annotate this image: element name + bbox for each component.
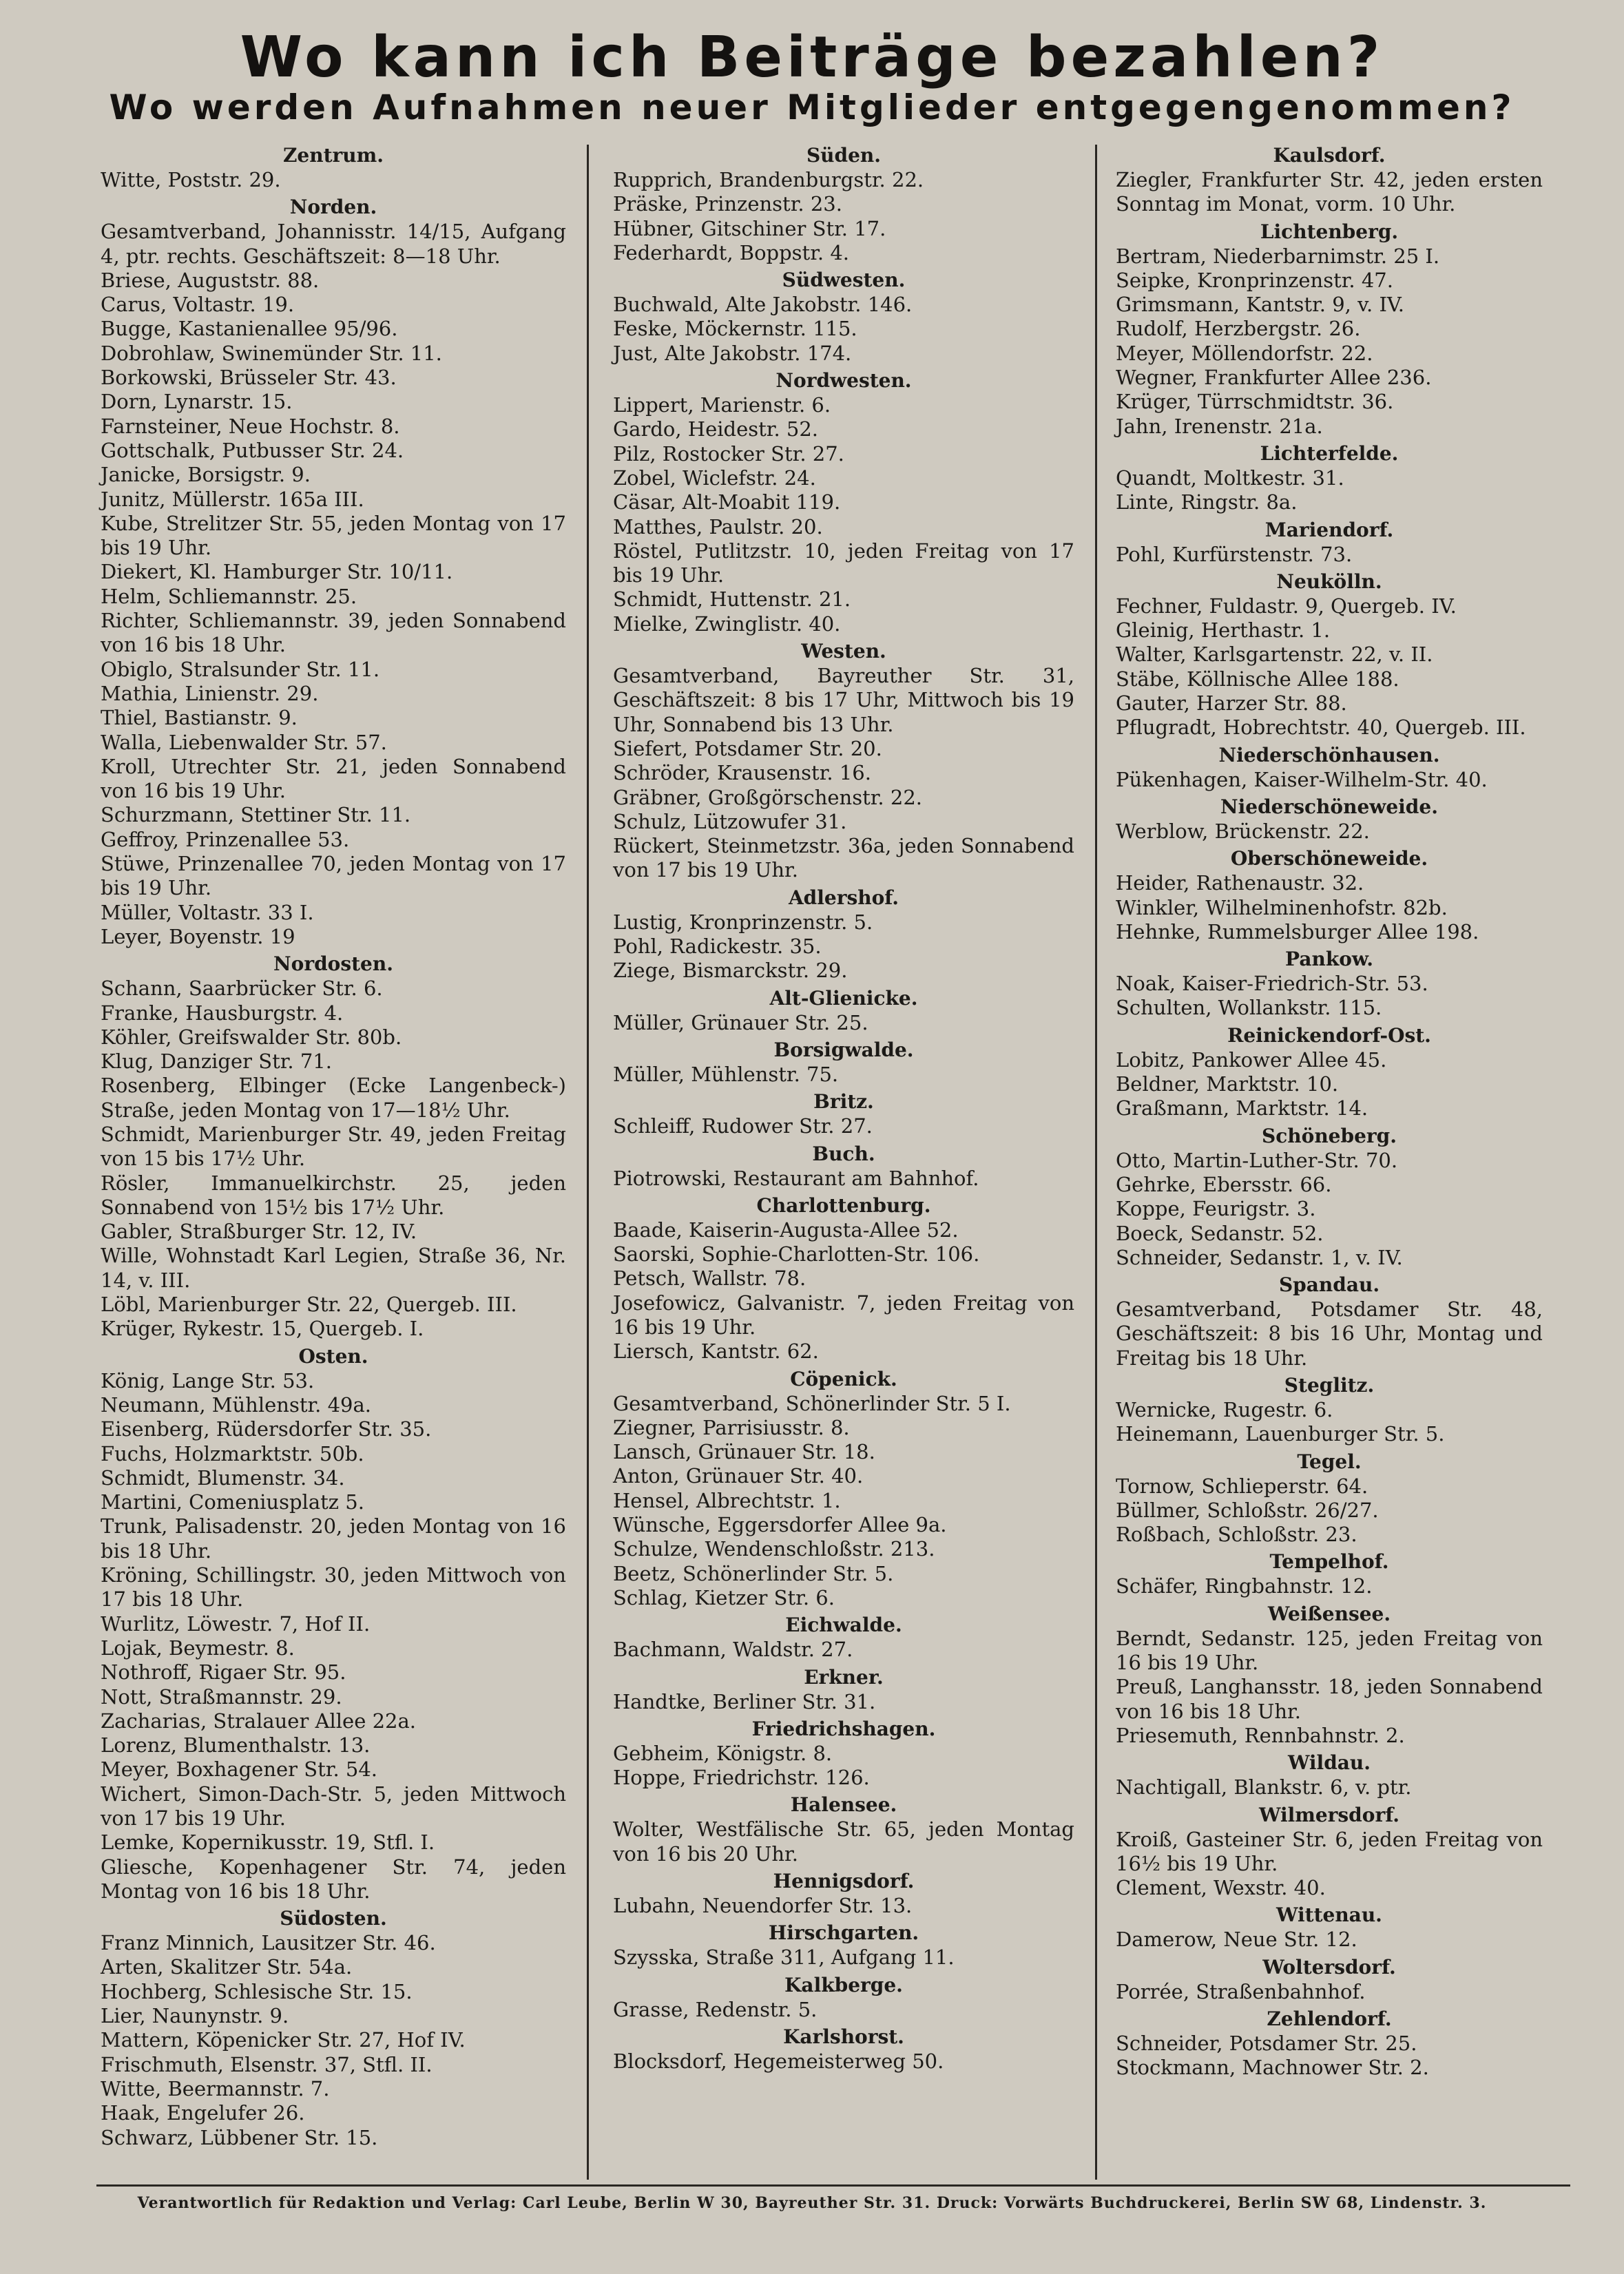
district-heading: Südosten. [280,1907,387,1930]
address-entry: Schröder, Krausenstr. 16. [613,761,871,785]
address-entry: Hoppe, Friedrichstr. 126. [613,1766,870,1790]
district-heading: Nordwesten. [775,369,912,393]
district-heading: Karlshorst. [783,2025,904,2048]
address-entry: Wünsche, Eggersdorfer Allee 9a. [613,1513,947,1537]
address-entry: Just, Alte Jakobstr. 174. [613,341,852,365]
address-entry: Federhardt, Boppstr. 4. [613,240,849,264]
address-entry: Pükenhagen, Kaiser-Wilhelm-Str. 40. [1116,767,1488,791]
address-entry: Lustig, Kronprinzenstr. 5. [613,910,873,934]
address-entry: Pflugradt, Hobrechtstr. 40, Quergeb. III. [1116,716,1526,740]
address-entry: Müller, Voltastr. 33 I. [101,900,314,924]
district-heading: Friedrichshagen. [751,1717,936,1740]
address-entry: Präske, Prinzenstr. 23. [613,192,842,216]
address-entry: Rudolf, Herzbergstr. 26. [1116,317,1361,341]
address-entry: Gardo, Heidestr. 52. [613,417,819,441]
address-entry: Beetz, Schönerlinder Str. 5. [613,1561,894,1585]
address-entry: Heinemann, Lauenburger Str. 5. [1116,1422,1445,1446]
district-heading: Südwesten. [782,269,906,292]
district-heading: Woltersdorf. [1262,1955,1396,1979]
address-entry: Szysska, Straße 311, Aufgang 11. [613,1946,955,1970]
district-heading: Buch. [812,1142,875,1165]
column-3 [1116,140,1543,2080]
address-entry: Wurlitz, Löwestr. 7, Hof II. [101,1611,371,1636]
address-entry: Hochberg, Schlesische Str. 15. [101,1979,413,2003]
address-entry: Gabler, Straßburger Str. 12, IV. [101,1220,417,1244]
district-heading: Tempelhof. [1269,1550,1389,1574]
address-entry: Zacharias, Stralauer Allee 22a. [101,1709,416,1733]
address-entry: Röstel, Putlitzstr. 10, jeden Freitag von 17 bis 19 Uhr. [613,539,1074,587]
district-heading: Osten. [298,1344,368,1368]
address-entry: Koppe, Feurigstr. 3. [1116,1197,1316,1221]
district-heading: Charlottenburg. [756,1193,931,1217]
address-entry: Gräbner, Großgörschenstr. 22. [613,785,922,809]
address-entry: Mathia, Linienstr. 29. [101,681,319,705]
address-entry: Lojak, Beymestr. 8. [101,1636,295,1660]
district-heading: Schöneberg. [1262,1124,1397,1147]
address-entry: Cäsar, Alt-Moabit 119. [613,490,841,514]
address-entry: Schlag, Kietzer Str. 6. [613,1585,835,1609]
district-heading: Niederschönhausen. [1218,743,1440,766]
district-heading: Neukölln. [1276,570,1382,593]
address-entry: Martini, Comeniusplatz 5. [101,1490,364,1514]
address-entry: Bugge, Kastanienallee 95/96. [101,317,398,341]
address-entry: Junitz, Müllerstr. 165a III. [101,487,364,511]
address-entry: Jahn, Irenenstr. 21a. [1116,414,1323,438]
district-heading: Spandau. [1278,1273,1380,1297]
address-entry: Hübner, Gitschiner Str. 17. [613,216,886,240]
address-entry: Werblow, Brückenstr. 22. [1116,819,1370,843]
district-heading: Zentrum. [282,144,384,167]
district-heading: Erkner. [804,1665,884,1689]
district-heading: Süden. [806,144,882,167]
address-entry: Schäfer, Ringbahnstr. 12. [1116,1574,1373,1598]
address-entry: Rückert, Steinmetzstr. 36a, jeden Sonnabend von 17 bis 19 Uhr. [613,834,1074,882]
address-entry: Dorn, Lynarstr. 15. [101,390,293,414]
address-entry: Gebheim, Königstr. 8. [613,1741,833,1765]
address-entry: Haak, Engelufer 26. [101,2101,305,2125]
district-heading: Reinickendorf-Ost. [1227,1023,1431,1047]
address-entry: Schulz, Lützowufer 31. [613,809,847,833]
column-divider [1095,145,1097,2180]
address-entry: Zobel, Wiclefstr. 24. [613,466,816,490]
address-entry: Lemke, Kopernikusstr. 19, Stfl. I. [101,1830,435,1855]
address-entry: Briese, Auguststr. 88. [101,268,320,292]
address-entry: Gauter, Harzer Str. 88. [1116,691,1347,716]
address-entry: Kube, Strelitzer Str. 55, jeden Montag von 17 bis 19 Uhr. [101,511,566,560]
address-entry: Gesamtverband, Johannisstr. 14/15, Aufgang 4, ptr. rechts. Geschäftszeit: 8—18 Uhr. [101,220,566,268]
address-entry: Saorski, Sophie-Charlotten-Str. 106. [613,1242,980,1266]
address-entry: Ziegner, Parrisiusstr. 8. [613,1415,850,1439]
address-entry: Kröning, Schillingstr. 30, jeden Mittwoch von 17 bis 18 Uhr. [101,1563,566,1611]
district-heading: Alt-Glienicke. [769,986,918,1010]
address-entry: Gesamtverband, Schönerlinder Str. 5 I. [613,1391,1011,1415]
address-entry: Damerow, Neue Str. 12. [1116,1928,1357,1952]
address-entry: Schurzmann, Stettiner Str. 11. [101,803,411,827]
address-entry: Schmidt, Blumenstr. 34. [101,1465,345,1490]
district-heading: Adlershof. [788,886,899,909]
address-entry: Müller, Grünauer Str. 25. [613,1010,868,1034]
address-entry: Krüger, Rykestr. 15, Quergeb. I. [101,1317,424,1341]
address-entry: Wille, Wohnstadt Karl Legien, Straße 36, Nr. 14, v. III. [101,1244,566,1292]
address-entry: Tornow, Schlieperstr. 64. [1116,1474,1368,1498]
address-entry: Wegner, Frankfurter Allee 236. [1116,366,1432,390]
address-entry: Siefert, Potsdamer Str. 20. [613,736,882,760]
address-entry: Frischmuth, Elsenstr. 37, Stfl. II. [101,2052,433,2076]
address-entry: Baade, Kaiserin-Augusta-Allee 52. [613,1218,959,1242]
address-entry: Josefowicz, Galvanistr. 7, jeden Freitag von 16 bis 19 Uhr. [613,1291,1074,1339]
address-entry: Schmidt, Marienburger Str. 49, jeden Freitag von 15 bis 17½ Uhr. [101,1122,566,1171]
address-entry: Stockmann, Machnower Str. 2. [1116,2056,1429,2080]
address-entry: Schneider, Potsdamer Str. 25. [1116,2032,1417,2056]
district-heading: Wildau. [1287,1751,1371,1775]
address-entry: Wernicke, Rugestr. 6. [1116,1397,1333,1421]
address-entry: Witte, Beermannstr. 7. [101,2076,330,2100]
address-entry: Rösler, Immanuelkirchstr. 25, jeden Sonnabend von 15½ bis 17½ Uhr. [101,1171,566,1219]
address-entry: Hehnke, Rummelsburger Allee 198. [1116,919,1479,943]
district-heading: Mariendorf. [1264,518,1394,541]
district-heading: Cöpenick. [790,1367,897,1390]
district-heading: Niederschöneweide. [1220,795,1438,818]
address-entry: Piotrowski, Restaurant am Bahnhof. [613,1166,979,1190]
address-entry: Nothroff, Rigaer Str. 95. [101,1660,346,1684]
address-entry: Preuß, Langhansstr. 18, jeden Sonnabend von 16 bis 18 Uhr. [1116,1675,1543,1723]
address-entry: Quandt, Moltkestr. 31. [1116,466,1344,490]
district-heading: Eichwalde. [785,1614,902,1637]
address-entry: Seipke, Kronprinzenstr. 47. [1116,268,1393,292]
address-entry: Gleinig, Herthastr. 1. [1116,618,1331,643]
address-entry: Bertram, Niederbarnimstr. 25 I. [1116,244,1440,268]
address-entry: Mielke, Zwinglistr. 40. [613,612,841,636]
address-entry: Grasse, Redenstr. 5. [613,1997,818,2021]
page-title: Wo kann ich Beiträge bezahlen? [240,25,1384,90]
district-heading: Pankow. [1285,948,1373,971]
address-entry: Stäbe, Köllnische Allee 188. [1116,667,1399,691]
address-entry: Franke, Hausburgstr. 4. [101,1001,344,1025]
address-entry: Meyer, Boxhagener Str. 54. [101,1757,378,1782]
address-entry: Obiglo, Stralsunder Str. 11. [101,657,380,681]
address-entry: Heider, Rathenaustr. 32. [1116,871,1364,895]
address-entry: Lobitz, Pankower Allee 45. [1116,1047,1387,1072]
address-entry: Berndt, Sedanstr. 125, jeden Freitag von 16 bis 19 Uhr. [1116,1626,1543,1675]
address-entry: Witte, Poststr. 29. [101,168,281,191]
district-heading: Kalkberge. [784,1973,903,1996]
address-entry: Boeck, Sedanstr. 52. [1116,1221,1324,1245]
address-entry: Borkowski, Brüsseler Str. 43. [101,366,397,390]
address-entry: Noak, Kaiser-Friedrich-Str. 53. [1116,972,1428,996]
address-entry: Klug, Danziger Str. 71. [101,1050,332,1074]
page-subtitle: Wo werden Aufnahmen neuer Mitglieder entgegengenommen? [109,87,1515,127]
address-entry: Grimsmann, Kantstr. 9, v. IV. [1116,293,1405,317]
address-entry: Köhler, Greifswalder Str. 80b. [101,1025,402,1049]
district-heading: Wittenau. [1276,1903,1382,1927]
address-entry: Gottschalk, Putbusser Str. 24. [101,438,404,462]
district-heading: Oberschöneweide. [1230,847,1428,870]
address-entry: Fuchs, Holzmarktstr. 50b. [101,1441,364,1465]
address-entry: Neumann, Mühlenstr. 49a. [101,1392,372,1417]
address-entry: Porrée, Straßenbahnhof. [1116,1979,1366,2003]
district-heading: Borsigwalde. [773,1038,914,1061]
address-entry: Rupprich, Brandenburgstr. 22. [613,168,924,191]
address-entry: Thiel, Bastianstr. 9. [101,706,298,730]
address-entry: Schwarz, Lübbener Str. 15. [101,2125,378,2149]
address-entry: Trunk, Palisadenstr. 20, jeden Montag von 16 bis 18 Uhr. [101,1514,566,1563]
address-entry: Feske, Möckernstr. 115. [613,317,857,341]
address-entry: Gliesche, Kopenhagener Str. 74, jeden Montag von 16 bis 18 Uhr. [101,1855,566,1903]
district-heading: Nordosten. [273,952,393,976]
address-entry: Carus, Voltastr. 19. [101,293,295,317]
address-entry: Pohl, Radickestr. 35. [613,935,822,959]
address-entry: Büllmer, Schloßstr. 26/27. [1116,1498,1379,1522]
address-entry: Roßbach, Schloßstr. 23. [1116,1523,1357,1547]
address-entry: Schneider, Sedanstr. 1, v. IV. [1116,1245,1403,1269]
address-entry: Pilz, Rostocker Str. 27. [613,441,844,466]
address-entry: Blocksdorf, Hegemeisterweg 50. [613,2049,944,2073]
address-entry: Matthes, Paulstr. 20. [613,514,823,539]
address-entry: Wichert, Simon-Dach-Str. 5, jeden Mittwoch von 17 bis 19 Uhr. [101,1782,566,1830]
address-entry: Rosenberg, Elbinger (Ecke Langenbeck-) Straße, jeden Montag von 17—18½ Uhr. [101,1074,566,1122]
address-entry: Gesamtverband, Potsdamer Str. 48, Geschäftszeit: 8 bis 16 Uhr, Montag und Freitag bis 18 Uhr. [1116,1297,1543,1370]
district-heading: Steglitz. [1284,1373,1375,1397]
address-entry: Mattern, Köpenicker Str. 27, Hof IV. [101,2028,466,2052]
address-entry: Schmidt, Huttenstr. 21. [613,587,851,612]
district-heading: Zehlendorf. [1267,2007,1392,2031]
district-heading: Lichtenberg. [1260,220,1399,243]
address-entry: Schulten, Wollankstr. 115. [1116,996,1382,1020]
address-entry: Krüger, Türrschmidtstr. 36. [1116,390,1394,414]
address-entry: Lansch, Grünauer Str. 18. [613,1440,875,1464]
district-heading: Westen. [801,640,886,663]
district-heading: Norden. [289,196,377,219]
address-entry: Geffroy, Prinzenallee 53. [101,827,350,851]
district-heading: Tegel. [1297,1450,1362,1473]
address-entry: Nachtigall, Blankstr. 6, v. ptr. [1116,1775,1412,1800]
address-entry: Walter, Karlsgartenstr. 22, v. II. [1116,643,1433,667]
address-entry: Lorenz, Blumenthalstr. 13. [101,1733,371,1757]
column-1 [101,140,566,2150]
district-heading: Hirschgarten. [768,1921,919,1945]
address-entry: Anton, Grünauer Str. 40. [613,1464,864,1488]
address-entry: Winkler, Wilhelminenhofstr. 82b. [1116,895,1448,919]
address-entry: Handtke, Berliner Str. 31. [613,1689,876,1713]
district-heading: Weißensee. [1267,1602,1391,1625]
address-entry: Schleiff, Rudower Str. 27. [613,1114,873,1138]
address-entry: Nott, Straßmannstr. 29. [101,1684,342,1709]
address-entry: Kroiß, Gasteiner Str. 6, jeden Freitag von 16½ bis 19 Uhr. [1116,1827,1543,1875]
address-entry: Farnsteiner, Neue Hochstr. 8. [101,414,400,438]
district-heading: Hennigsdorf. [773,1870,915,1893]
district-heading: Wilmersdorf. [1259,1803,1399,1826]
address-entry: Stüwe, Prinzenallee 70, jeden Montag von 17 bis 19 Uhr. [101,852,566,900]
address-entry: Dobrohlaw, Swinemünder Str. 11. [101,341,442,365]
address-entry: Gehrke, Ebersstr. 66. [1116,1172,1332,1196]
district-heading: Britz. [813,1090,874,1114]
address-entry: Otto, Martin-Luther-Str. 70. [1116,1148,1398,1172]
address-entry: Arten, Skalitzer Str. 54a. [101,1955,353,1979]
address-entry: Graßmann, Marktstr. 14. [1116,1096,1368,1120]
address-entry: Clement, Wexstr. 40. [1116,1876,1326,1900]
address-entry: Priesemuth, Rennbahnstr. 2. [1116,1723,1405,1747]
address-entry: Petsch, Wallstr. 78. [613,1266,806,1291]
district-heading: Kaulsdorf. [1273,144,1386,167]
address-entry: König, Lange Str. 53. [101,1368,315,1392]
address-entry: Schann, Saarbrücker Str. 6. [101,977,383,1001]
address-entry: Lier, Naunynstr. 9. [101,2004,289,2028]
address-entry: Linte, Ringstr. 8a. [1116,490,1298,514]
address-entry: Diekert, Kl. Hamburger Str. 10/11. [101,560,453,584]
address-entry: Helm, Schliemannstr. 25. [101,584,357,608]
address-entry: Richter, Schliemannstr. 39, jeden Sonnabend von 16 bis 18 Uhr. [101,609,566,657]
footer-rule [96,2184,1570,2187]
address-entry: Walla, Liebenwalder Str. 57. [101,730,387,754]
address-entry: Fechner, Fuldastr. 9, Quergeb. IV. [1116,594,1457,618]
address-entry: Lubahn, Neuendorfer Str. 13. [613,1894,913,1918]
address-entry: Ziegler, Frankfurter Str. 42, jeden ersten Sonntag im Monat, vorm. 10 Uhr. [1116,168,1543,216]
address-entry: Buchwald, Alte Jakobstr. 146. [613,293,913,317]
address-entry: Leyer, Boyenstr. 19 [101,924,295,948]
address-entry: Hensel, Albrechtstr. 1. [613,1488,841,1512]
address-entry: Eisenberg, Rüdersdorfer Str. 35. [101,1417,432,1441]
district-heading: Halensee. [790,1793,897,1817]
address-entry: Meyer, Möllendorfstr. 22. [1116,341,1373,365]
district-heading: Lichterfelde. [1260,441,1399,465]
address-entry: Wolter, Westfälische Str. 65, jeden Montag von 16 bis 20 Uhr. [613,1817,1074,1866]
address-entry: Ziege, Bismarckstr. 29. [613,959,848,983]
address-entry: Lippert, Marienstr. 6. [613,393,831,417]
address-entry: Müller, Mühlenstr. 75. [613,1062,839,1086]
address-entry: Kroll, Utrechter Str. 21, jeden Sonnabend von 16 bis 19 Uhr. [101,754,566,803]
column-divider [587,145,589,2180]
column-2 [613,140,1074,2074]
address-entry: Löbl, Marienburger Str. 22, Quergeb. III. [101,1293,517,1317]
address-entry: Schulze, Wendenschloßstr. 213. [613,1537,935,1561]
address-entry: Franz Minnich, Lausitzer Str. 46. [101,1931,436,1955]
address-entry: Beldner, Marktstr. 10. [1116,1072,1339,1096]
address-entry: Bachmann, Waldstr. 27. [613,1638,853,1662]
address-entry: Liersch, Kantstr. 62. [613,1339,819,1364]
address-entry: Gesamtverband, Bayreuther Str. 31, Geschäftszeit: 8 bis 17 Uhr, Mittwoch bis 19 Uhr, Sonnabend bis 13 Uhr. [613,664,1074,736]
imprint-footer: Verantwortlich für Redaktion und Verlag: Carl Leube, Berlin W 30, Bayreuther Str. 31. Druck: Vorwärts Buchdruckerei, Berlin SW 68, Lindenstr. 3. [137,2194,1487,2212]
address-entry: Pohl, Kurfürstenstr. 73. [1116,542,1353,566]
address-entry: Janicke, Borsigstr. 9. [101,463,311,487]
